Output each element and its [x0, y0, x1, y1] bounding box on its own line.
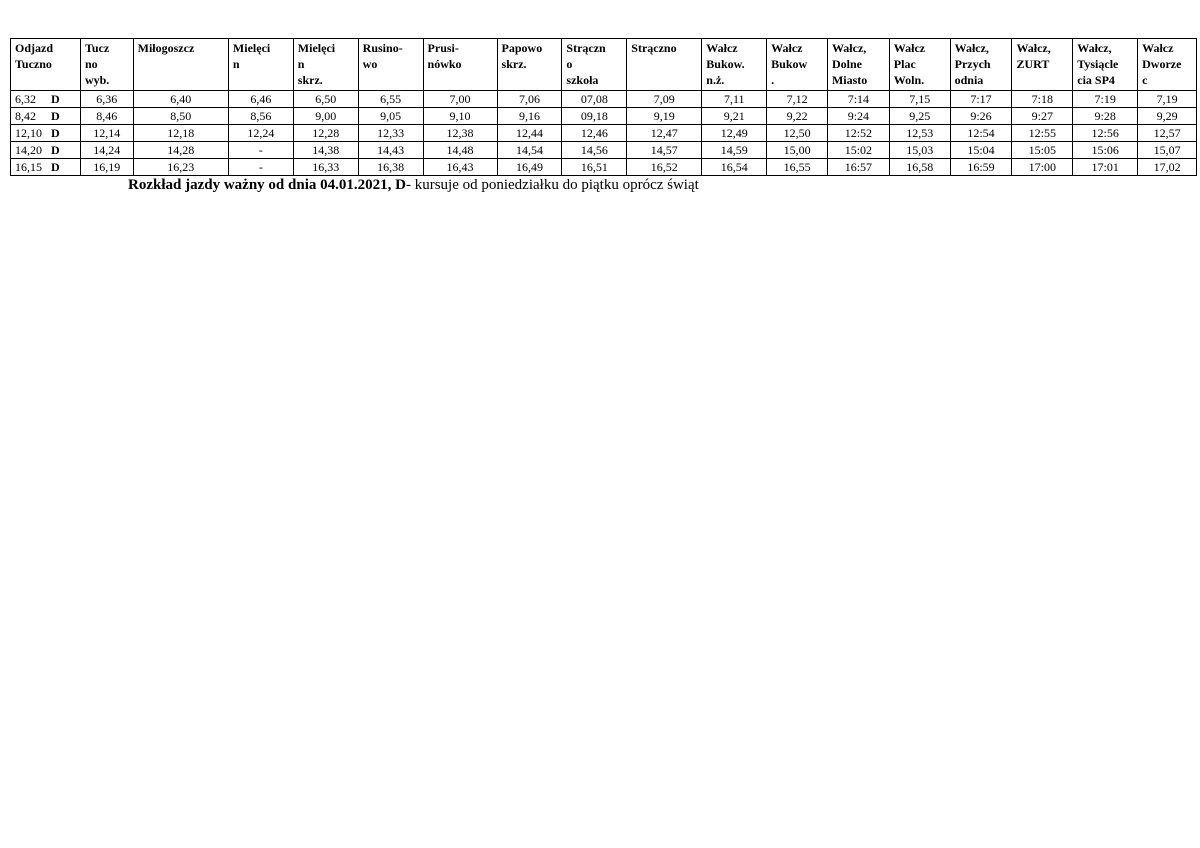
- column-header: Odjazd Tuczno: [11, 39, 81, 91]
- time-cell: 15,07: [1138, 142, 1197, 159]
- time-cell: 14,57: [627, 142, 702, 159]
- time-cell: 7:14: [827, 91, 889, 108]
- time-cell: 14,28: [133, 142, 228, 159]
- time-cell: 6,55: [358, 91, 423, 108]
- time-cell: 15:04: [950, 142, 1012, 159]
- time-cell: 12,14: [80, 125, 133, 142]
- table-row: [11, 159, 1197, 176]
- time-cell: 12,24: [228, 125, 293, 142]
- column-header: Papowo skrz.: [497, 39, 562, 91]
- time-cell: 12:52: [827, 125, 889, 142]
- time-cell: 9:27: [1012, 108, 1073, 125]
- time-cell: 12,50: [767, 125, 828, 142]
- time-cell: 12,28: [293, 125, 358, 142]
- time-cell: 09,18: [562, 108, 627, 125]
- time-cell: 12,44: [497, 125, 562, 142]
- time-cell: 9:26: [950, 108, 1012, 125]
- time-cell: 9,21: [702, 108, 767, 125]
- time-cell: 14,59: [702, 142, 767, 159]
- time-cell: 15:02: [827, 142, 889, 159]
- column-header: Mielęci n skrz.: [293, 39, 358, 91]
- column-header: Wałcz, Przych odnia: [950, 39, 1012, 91]
- time-cell: 9:28: [1073, 108, 1138, 125]
- service-code: D: [51, 109, 60, 123]
- time-cell: 14,24: [80, 142, 133, 159]
- footnote-bold: Rozkład jazdy ważny od dnia 04.01.2021, D: [128, 177, 406, 193]
- time-cell: 8,46: [80, 108, 133, 125]
- table-row: [11, 91, 1197, 108]
- column-header: Miłogoszcz: [133, 39, 228, 91]
- table-row: [11, 108, 1197, 125]
- time-cell: 12:54: [950, 125, 1012, 142]
- footnote-text: - kursuje od poniedziałku do piątku oprócz świąt: [405, 177, 699, 193]
- column-header: Strączn o szkoła: [562, 39, 627, 91]
- time-cell: 7,19: [1138, 91, 1197, 108]
- header-row: [11, 39, 1197, 91]
- time-cell: 7:18: [1012, 91, 1073, 108]
- time-cell: 12,47: [627, 125, 702, 142]
- time-cell: 14,56: [562, 142, 627, 159]
- column-header: Mielęci n: [228, 39, 293, 91]
- time-cell: 16:57: [827, 159, 889, 176]
- column-header: Prusi- nówko: [423, 39, 497, 91]
- time-cell: 6,36: [80, 91, 133, 108]
- column-header: Strączno: [627, 39, 702, 91]
- time-cell: 16:59: [950, 159, 1012, 176]
- time-cell: 15,03: [889, 142, 950, 159]
- time-cell: 9,05: [358, 108, 423, 125]
- departure-cell: [11, 91, 81, 108]
- time-cell: 16,19: [80, 159, 133, 176]
- time-cell: 15:05: [1012, 142, 1073, 159]
- time-cell: 7,11: [702, 91, 767, 108]
- time-cell: 16,23: [133, 159, 228, 176]
- column-header: Wałcz, Tysiącle cia SP4: [1073, 39, 1138, 91]
- column-header: Wałcz, Dolne Miasto: [827, 39, 889, 91]
- time-cell: 12,57: [1138, 125, 1197, 142]
- time-cell: 9,29: [1138, 108, 1197, 125]
- table-row: [11, 142, 1197, 159]
- column-header: Rusino- wo: [358, 39, 423, 91]
- time-cell: 16,43: [423, 159, 497, 176]
- time-cell: 7,00: [423, 91, 497, 108]
- time-cell: 6,46: [228, 91, 293, 108]
- time-cell: 9,16: [497, 108, 562, 125]
- time-cell: 7,06: [497, 91, 562, 108]
- time-cell: 17:00: [1012, 159, 1073, 176]
- time-cell: 16,51: [562, 159, 627, 176]
- time-cell: 14,54: [497, 142, 562, 159]
- time-cell: -: [228, 142, 293, 159]
- time-cell: 12,53: [889, 125, 950, 142]
- time-cell: 12,46: [562, 125, 627, 142]
- time-cell: 7:19: [1073, 91, 1138, 108]
- column-header: Wałcz Bukow .: [767, 39, 828, 91]
- time-cell: 12,33: [358, 125, 423, 142]
- departure-time: 14,20: [15, 143, 42, 157]
- time-cell: 14,48: [423, 142, 497, 159]
- time-cell: 16,33: [293, 159, 358, 176]
- time-cell: 07,08: [562, 91, 627, 108]
- column-header: Wałcz Dworze c: [1138, 39, 1197, 91]
- time-cell: 16,52: [627, 159, 702, 176]
- column-header: Tucz no wyb.: [80, 39, 133, 91]
- departure-time: 6,32: [15, 92, 36, 106]
- time-cell: 17,02: [1138, 159, 1197, 176]
- column-header: Wałcz Plac Woln.: [889, 39, 950, 91]
- departure-time: 8,42: [15, 109, 36, 123]
- service-code: D: [51, 143, 60, 157]
- departure-time: 12,10: [15, 126, 42, 140]
- departure-cell: [11, 159, 81, 176]
- time-cell: 9,25: [889, 108, 950, 125]
- column-header: Wałcz, ZURT: [1012, 39, 1073, 91]
- time-cell: 8,56: [228, 108, 293, 125]
- time-cell: 12:55: [1012, 125, 1073, 142]
- column-header: Wałcz Bukow. n.ż.: [702, 39, 767, 91]
- time-cell: 16,55: [767, 159, 828, 176]
- time-cell: 6,50: [293, 91, 358, 108]
- time-cell: 16,49: [497, 159, 562, 176]
- time-cell: 17:01: [1073, 159, 1138, 176]
- time-cell: 7,15: [889, 91, 950, 108]
- time-cell: 14,38: [293, 142, 358, 159]
- time-cell: 7:17: [950, 91, 1012, 108]
- time-cell: 7,09: [627, 91, 702, 108]
- timetable: [10, 38, 1197, 176]
- time-cell: 9,22: [767, 108, 828, 125]
- time-cell: 15:06: [1073, 142, 1138, 159]
- footnote: [128, 176, 699, 194]
- time-cell: 12:56: [1073, 125, 1138, 142]
- time-cell: 12,38: [423, 125, 497, 142]
- table-body: [11, 91, 1197, 176]
- service-code: D: [51, 160, 60, 174]
- time-cell: 6,40: [133, 91, 228, 108]
- time-cell: 9,19: [627, 108, 702, 125]
- departure-cell: [11, 142, 81, 159]
- service-code: D: [51, 126, 60, 140]
- time-cell: 16,54: [702, 159, 767, 176]
- departure-time: 16,15: [15, 160, 42, 174]
- time-cell: 15,00: [767, 142, 828, 159]
- time-cell: 7,12: [767, 91, 828, 108]
- departure-cell: [11, 108, 81, 125]
- time-cell: 9,00: [293, 108, 358, 125]
- time-cell: 12,49: [702, 125, 767, 142]
- time-cell: 16,38: [358, 159, 423, 176]
- time-cell: 9:24: [827, 108, 889, 125]
- departure-cell: [11, 125, 81, 142]
- time-cell: 14,43: [358, 142, 423, 159]
- service-code: D: [51, 92, 60, 106]
- time-cell: 12,18: [133, 125, 228, 142]
- time-cell: -: [228, 159, 293, 176]
- table-row: [11, 125, 1197, 142]
- time-cell: 16,58: [889, 159, 950, 176]
- time-cell: 9,10: [423, 108, 497, 125]
- time-cell: 8,50: [133, 108, 228, 125]
